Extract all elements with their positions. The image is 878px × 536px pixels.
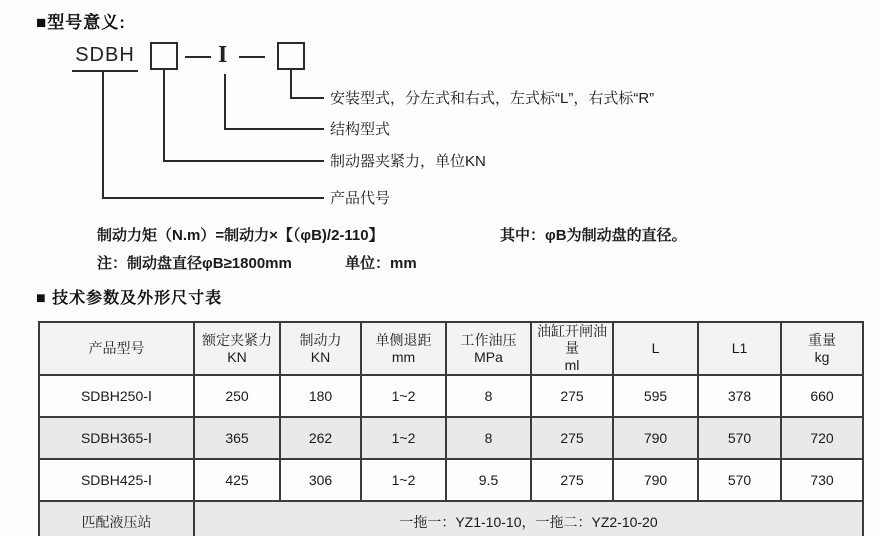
col-header-working-oil-pressure: 工作油压 MPa	[446, 322, 531, 375]
cell-value: 275	[531, 417, 613, 459]
cell-value: 9.5	[446, 459, 531, 501]
formula-explanation: 其中：φB为制动盘的直径。	[500, 227, 687, 244]
tech-parameters-table	[38, 321, 864, 536]
table-row	[39, 375, 863, 417]
section-title-model-meaning: ■型号意义:	[36, 13, 126, 32]
section-title-tech-parameters: ■ 技术参数及外形尺寸表	[36, 290, 223, 307]
col-header-single-side-retraction: 单侧退距 mm	[361, 322, 446, 375]
col-header-cylinder-oil-volume: 油缸开闸油量 ml	[531, 322, 613, 375]
cell-value: 378	[698, 375, 781, 417]
cell-model: SDBH250-Ⅰ	[39, 375, 194, 417]
callout-clamping-force: 制动器夹紧力，单位KN	[330, 153, 486, 170]
cell-value: 8	[446, 417, 531, 459]
col-header-L: L	[613, 322, 698, 375]
col-header-braking-force: 制动力 KN	[280, 322, 361, 375]
cell-value: 250	[194, 375, 280, 417]
cell-value: 275	[531, 459, 613, 501]
col-header-product-model: 产品型号	[39, 322, 194, 375]
callout-line-product-code	[102, 70, 324, 199]
col-header-weight: 重量 kg	[781, 322, 863, 375]
disc-diameter-note: 注：制动盘直径φB≥1800mm	[97, 255, 292, 272]
col-header-rated-clamping-force: 额定夹紧力 KN	[194, 322, 280, 375]
cell-value: 425	[194, 459, 280, 501]
table-footer-row	[39, 501, 863, 536]
cell-value: 262	[280, 417, 361, 459]
cell-value: 180	[280, 375, 361, 417]
cell-matching-station-label: 匹配液压站	[39, 501, 194, 536]
cell-value: 730	[781, 459, 863, 501]
brake-torque-formula: 制动力矩（N.m）=制动力×【（φB)/2-110】	[97, 227, 384, 244]
col-header-L1: L1	[698, 322, 781, 375]
cell-value: 660	[781, 375, 863, 417]
clamping-force-placeholder-box	[150, 42, 178, 70]
cell-model: SDBH365-Ⅰ	[39, 417, 194, 459]
cell-value: 1~2	[361, 375, 446, 417]
callout-structure-type: 结构型式	[330, 121, 391, 138]
structure-code-text: I	[218, 42, 228, 68]
dash-separator	[239, 56, 265, 58]
cell-value: 720	[781, 417, 863, 459]
table-row	[39, 459, 863, 501]
model-prefix-text: SDBH	[72, 44, 138, 72]
table-row	[39, 417, 863, 459]
cell-value: 275	[531, 375, 613, 417]
cell-matching-station-value: 一拖一：YZ1-10-10，一拖二：YZ2-10-20	[194, 501, 863, 536]
cell-value: 790	[613, 459, 698, 501]
cell-model: SDBH425-Ⅰ	[39, 459, 194, 501]
cell-value: 1~2	[361, 417, 446, 459]
cell-value: 306	[280, 459, 361, 501]
dash-separator	[185, 56, 211, 58]
callout-mounting-type: 安装型式，分左式和右式，左式标“L”，右式标“R”	[330, 90, 655, 107]
cell-value: 570	[698, 459, 781, 501]
cell-value: 790	[613, 417, 698, 459]
callout-product-code: 产品代号	[330, 190, 391, 207]
cell-value: 570	[698, 417, 781, 459]
mounting-type-placeholder-box	[277, 42, 305, 70]
cell-value: 365	[194, 417, 280, 459]
cell-value: 8	[446, 375, 531, 417]
cell-value: 1~2	[361, 459, 446, 501]
table-header-row	[39, 322, 863, 375]
unit-note: 单位：mm	[345, 255, 417, 272]
cell-value: 595	[613, 375, 698, 417]
